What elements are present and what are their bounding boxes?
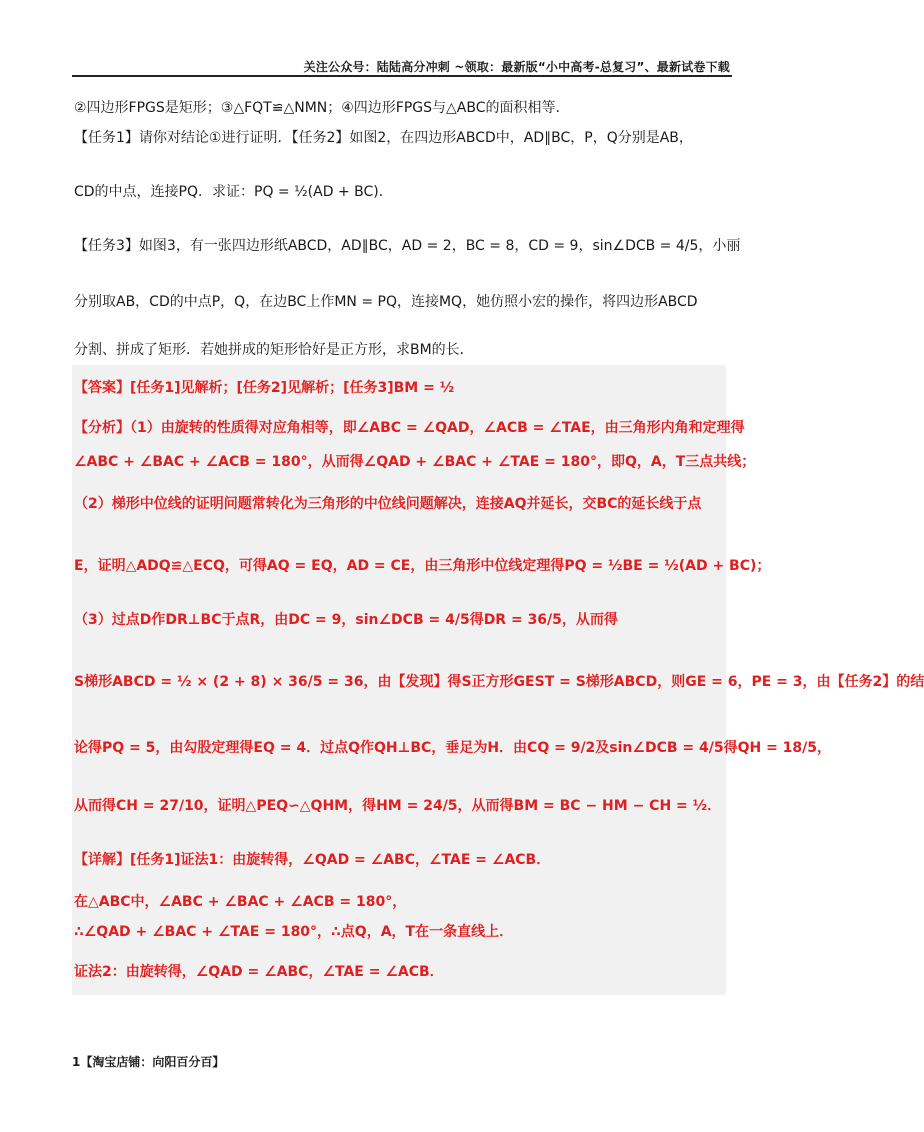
analysis-line-8: 从而得CH = 27/10，证明△PEQ∽△QHM，得HM = 24/5，从而得BM = BC − HM − CH = ½． [74,798,722,814]
header-divider [72,75,732,77]
problem-line-6: 分割、拼成了矩形．若她拼成的矩形恰好是正方形，求BM的长． [74,342,474,358]
analysis-line-2: ∠ABC + ∠BAC + ∠ACB = 180°，从而得∠QAD + ∠BAC + ∠TAE = 180°，即Q，A，T三点共线； [74,454,756,470]
analysis-line-6: S梯形ABCD = ½ × (2 + 8) × 36/5 = 36，由【发现】得S正方形GEST = S梯形ABCD，则GE = 6，PE = 3，由【任务2】的结 [74,674,924,690]
page-header: 关注公众号：陆陆高分冲刺 ~领取：最新版“小中高考-总复习”、最新试卷下载 [303,60,730,74]
analysis-line-4: E，证明△ADQ≌△ECQ，可得AQ = EQ，AD = CE，由三角形中位线定理得PQ = ½BE = ½(AD + BC)； [74,558,771,574]
answer-line: 【答案】[任务1]见解析；[任务2]见解析；[任务3]BM = ½ [74,380,455,396]
detail-line-1: 【详解】[任务1]证法1：由旋转得，∠QAD = ∠ABC，∠TAE = ∠ACB． [74,852,551,868]
problem-line-2: 【任务1】请你对结论①进行证明．【任务2】如图2，在四边形ABCD中，AD∥BC，P，Q分别是AB， [74,130,693,146]
analysis-line-1: 【分析】（1）由旋转的性质得对应角相等，即∠ABC = ∠QAD，∠ACB = ∠TAE，由三角形内角和定理得 [74,420,745,436]
detail-line-3: ∴∠QAD + ∠BAC + ∠TAE = 180°，∴点Q，A，T在一条直线上． [74,924,514,940]
detail-line-4: 证法2：由旋转得，∠QAD = ∠ABC，∠TAE = ∠ACB． [74,964,444,980]
problem-line-5: 分别取AB，CD的中点P，Q，在边BC上作MN = PQ，连接MQ，她仿照小宏的操作，将四边形ABCD [74,294,698,310]
problem-line-1: ②四边形FPGS是矩形；③△FQT≌△NMN；④四边形FPGS与△ABC的面积相等. [74,100,560,116]
analysis-line-3: （2）梯形中位线的证明问题常转化为三角形的中位线问题解决，连接AQ并延长，交BC的延长线于点 [74,496,702,512]
problem-line-4: 【任务3】如图3，有一张四边形纸ABCD，AD∥BC，AD = 2，BC = 8，CD = 9，sin∠DCB = 4/5，小丽 [74,238,741,254]
analysis-line-5: （3）过点D作DR⊥BC于点R，由DC = 9，sin∠DCB = 4/5得DR = 36/5，从而得 [74,612,618,628]
detail-line-2: 在△ABC中，∠ABC + ∠BAC + ∠ACB = 180°， [74,894,407,910]
page-footer: 1【淘宝店铺：向阳百分百】 [72,1055,225,1069]
analysis-line-7: 论得PQ = 5，由勾股定理得EQ = 4．过点Q作QH⊥BC，垂足为H．由CQ = 9/2及sin∠DCB = 4/5得QH = 18/5， [74,740,832,756]
problem-line-3: CD的中点，连接PQ．求证：PQ = ½(AD + BC)． [74,184,393,200]
